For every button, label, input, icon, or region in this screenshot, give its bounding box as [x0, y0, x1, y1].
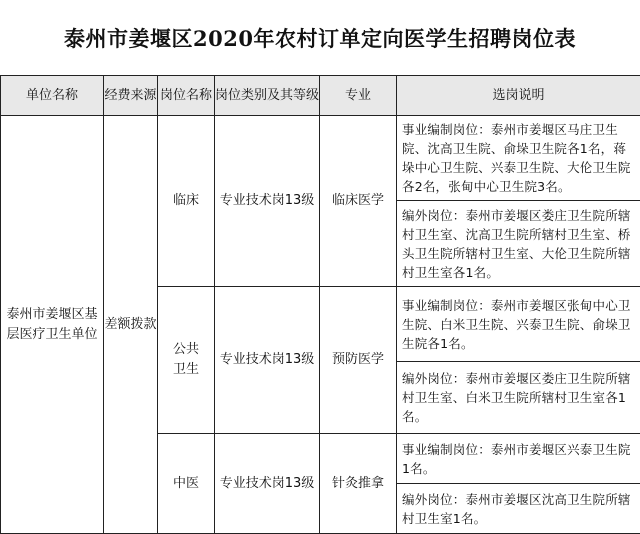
header-major: 专业	[320, 76, 397, 116]
major-cell: 针灸推拿	[320, 434, 397, 534]
major-cell: 临床医学	[320, 116, 397, 287]
major-cell: 预防医学	[320, 287, 397, 434]
post-category-cell: 专业技术岗13级	[215, 287, 320, 434]
header-note: 选岗说明	[397, 76, 640, 116]
funding-cell: 差额拨款	[104, 116, 158, 534]
post-category-cell: 专业技术岗13级	[215, 434, 320, 534]
post-category-cell: 专业技术岗13级	[215, 116, 320, 287]
header-post-name: 岗位名称	[158, 76, 215, 116]
note-cell: 编外岗位：泰州市姜堰区娄庄卫生院所辖村卫生室、白米卫生院所辖村卫生室各1名。	[397, 362, 640, 434]
post-name-cell: 中医	[158, 434, 215, 534]
note-cell: 事业编制岗位：泰州市姜堰区张甸中心卫生院、白米卫生院、兴泰卫生院、俞垛卫生院各1名。	[397, 287, 640, 362]
recruitment-table	[0, 75, 640, 534]
table-header-row	[1, 76, 640, 116]
note-cell: 编外岗位：泰州市姜堰区娄庄卫生院所辖村卫生室、沈高卫生院所辖村卫生室、桥头卫生院所辖村卫生室、大伦卫生院所辖村卫生室各1名。	[397, 201, 640, 287]
table-row	[1, 116, 640, 201]
header-funding: 经费来源	[104, 76, 158, 116]
note-cell: 事业编制岗位：泰州市姜堰区马庄卫生院、沈高卫生院、俞垛卫生院各1名，蒋垛中心卫生院、兴泰卫生院、大伦卫生院各2名，张甸中心卫生院3名。	[397, 116, 640, 201]
header-post-category: 岗位类别及其等级	[215, 76, 320, 116]
note-cell: 事业编制岗位：泰州市姜堰区兴泰卫生院1名。	[397, 434, 640, 484]
page-title: 泰州市姜堰区2020年农村订单定向医学生招聘岗位表	[0, 0, 640, 75]
unit-name-cell: 泰州市姜堰区基层医疗卫生单位	[1, 116, 104, 534]
note-cell: 编外岗位：泰州市姜堰区沈高卫生院所辖村卫生室1名。	[397, 484, 640, 534]
post-name-cell: 公共卫生	[158, 287, 215, 434]
post-name-cell: 临床	[158, 116, 215, 287]
header-unit: 单位名称	[1, 76, 104, 116]
